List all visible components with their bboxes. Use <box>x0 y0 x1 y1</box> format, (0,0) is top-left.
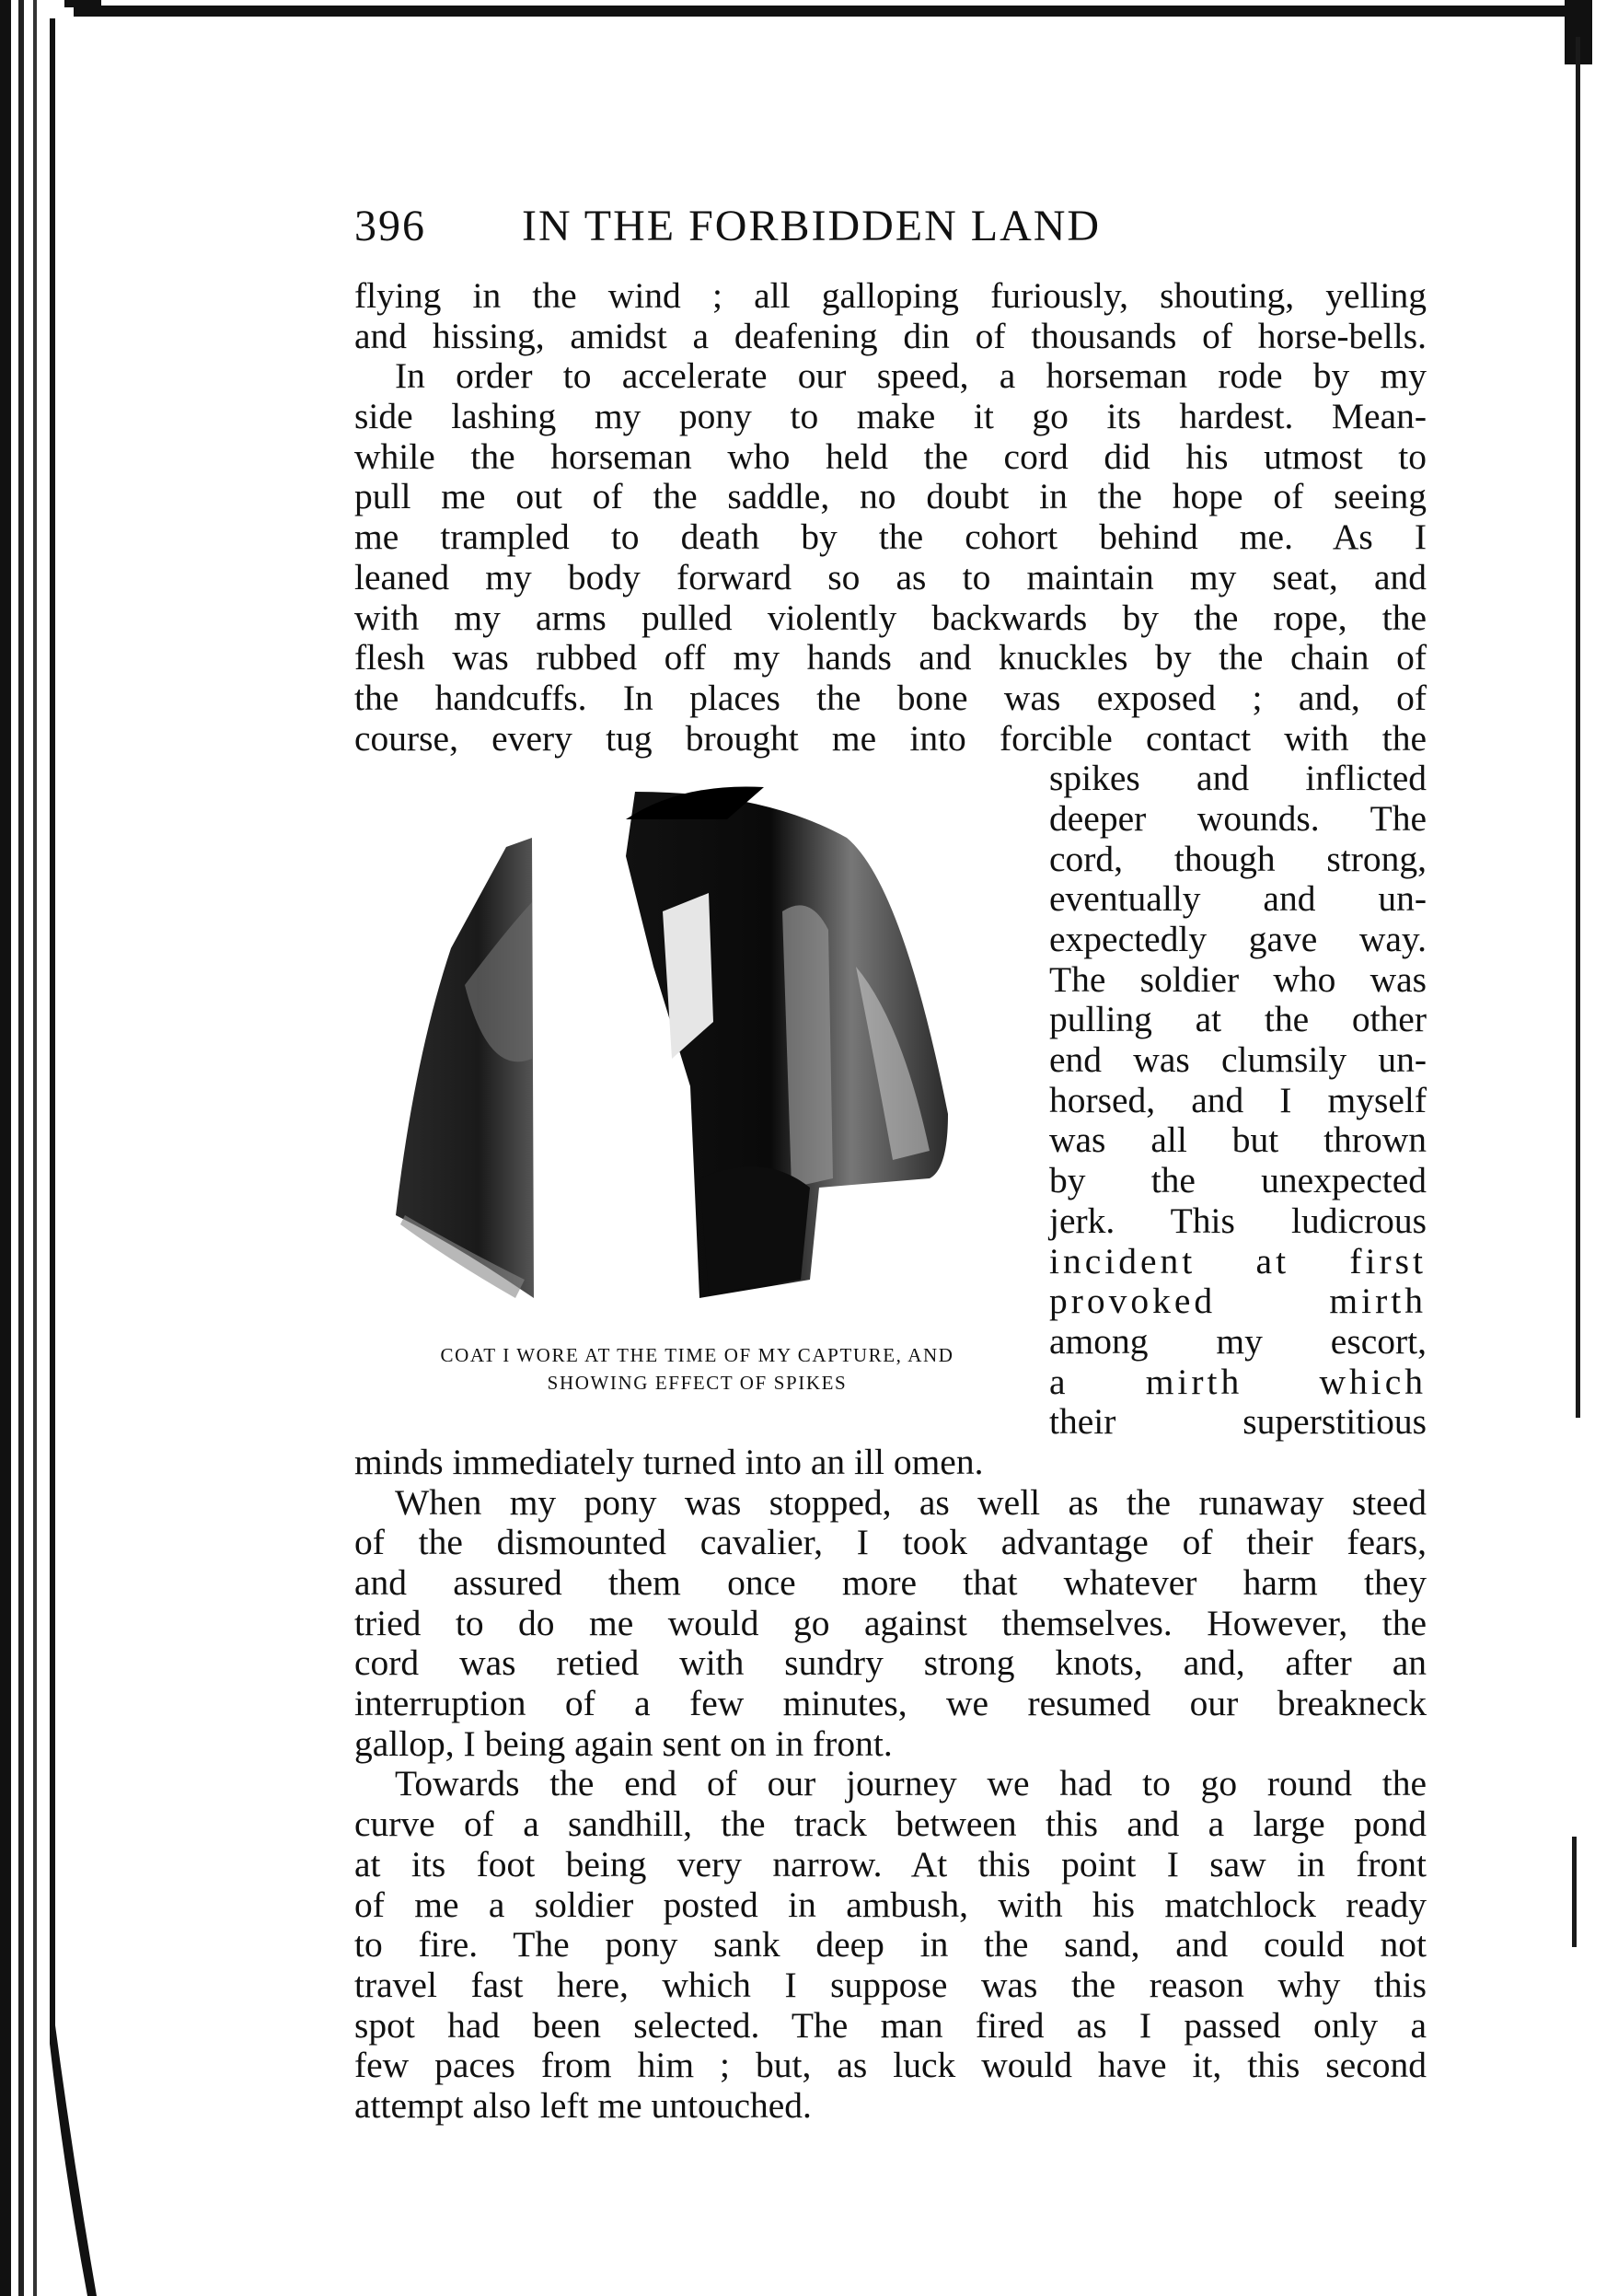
text-line: provoked mirth <box>1049 1281 1427 1322</box>
text-line: end was clumsily un- <box>1049 1039 1427 1081</box>
caption-line: COAT I WORE AT THE TIME OF MY CAPTURE, AND <box>440 1344 954 1366</box>
text-line: flying in the wind ; all galloping furiously, shouting, yelling <box>354 275 1427 316</box>
text-line: by the unexpected <box>1049 1160 1427 1201</box>
text-line: pulling at the other <box>1049 999 1427 1040</box>
text-line: with my arms pulled violently backwards by the rope, the <box>354 597 1427 638</box>
running-head <box>354 201 1459 251</box>
text-line: at its foot being very narrow. At this point I saw in front <box>354 1843 1427 1884</box>
text-line: Towards the end of our journey we had to go round the <box>395 1763 1427 1804</box>
text-line: to fire. The pony sank deep in the sand, and could not <box>354 1924 1427 1966</box>
text-line: and hissing, amidst a deafening din of thousands of horse-bells. <box>354 315 1427 356</box>
text-line: a mirth which <box>1049 1361 1427 1402</box>
top-edge-rule <box>74 6 1583 17</box>
text-line: The soldier who was <box>1049 958 1427 1000</box>
right-edge-shadow <box>1576 37 1580 1418</box>
text-line: attempt also left me untouched. <box>354 2084 812 2126</box>
text-line: while the horseman who held the cord did his utmost to <box>354 435 1427 477</box>
coat-photograph <box>377 783 1040 1316</box>
text-line: interruption of a few minutes, we resumed our breakneck <box>354 1683 1427 1724</box>
text-line: of me a soldier posted in ambush, with his matchlock ready <box>354 1884 1427 1925</box>
text-line: minds immediately turned into an ill omen. <box>354 1441 984 1482</box>
text-line: side lashing my pony to make it go its hardest. Mean- <box>354 396 1427 437</box>
text-line: jerk. This ludicrous <box>1049 1200 1427 1241</box>
book-title: IN THE FORBIDDEN LAND <box>522 202 1102 250</box>
text-line: few paces from him ; but, as luck would have it, this second <box>354 2045 1427 2086</box>
text-line: among my escort, <box>1049 1320 1427 1362</box>
text-line: expectedly gave way. <box>1049 919 1427 959</box>
text-line: When my pony was stopped, as well as the runaway steed <box>395 1481 1427 1523</box>
text-line: spikes and inflicted <box>1049 758 1427 799</box>
right-edge-mark <box>1572 1837 1577 1947</box>
text-line: and assured them once more that whatever harm they <box>354 1562 1427 1603</box>
text-line: horsed, and I myself <box>1049 1079 1427 1120</box>
text-line: eventually and un- <box>1049 878 1427 920</box>
text-line: tried to do me would go against themselves. However, the <box>354 1602 1427 1643</box>
caption-line: SHOWING EFFECT OF SPIKES <box>547 1372 848 1394</box>
text-line: flesh was rubbed off my hands and knuckles by the chain of <box>354 637 1427 678</box>
text-line: spot had been selected. The man fired as I passed only a <box>354 2004 1427 2046</box>
text-line: course, every tug brought me into forcible contact with the <box>354 717 1427 759</box>
text-line: curve of a sandhill, the track between this and a large pond <box>354 1803 1427 1845</box>
text-line: gallop, I being again sent on in front. <box>354 1722 893 1764</box>
text-line: the handcuffs. In places the bone was exposed ; and, of <box>354 677 1427 718</box>
text-line: was all but thrown <box>1049 1119 1427 1161</box>
text-line: travel fast here, which I suppose was the reason why this <box>354 1964 1427 2005</box>
text-line: incident at first <box>1049 1240 1427 1281</box>
text-line: deeper wounds. The <box>1049 797 1427 839</box>
figure-caption <box>354 1341 1040 1397</box>
text-line: leaned my body forward so as to maintain my seat, and <box>354 556 1427 597</box>
text-line: me trampled to death by the cohort behind me. As I <box>354 516 1427 558</box>
text-line: pull me out of the saddle, no doubt in the hope of seeing <box>354 476 1427 517</box>
text-line: In order to accelerate our speed, a horseman rode by my <box>395 355 1427 397</box>
text-line: cord, though strong, <box>1049 838 1427 879</box>
text-line: of the dismounted cavalier, I took advantage of their fears, <box>354 1522 1427 1563</box>
book-spine-shadow <box>0 0 101 2296</box>
text-line: their superstitious <box>1049 1401 1427 1443</box>
page-number: 396 <box>354 202 426 250</box>
text-line: cord was retied with sundry strong knots, and, after an <box>354 1642 1427 1684</box>
